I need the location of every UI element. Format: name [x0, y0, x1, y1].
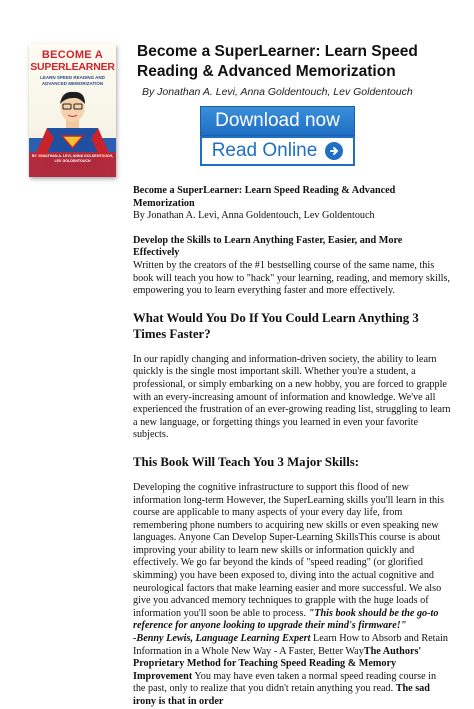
section-heading-1: What Would You Do If You Could Learn Anything 3 Times Faster? [133, 310, 419, 341]
cover-authors: BY JONATHAN A. LEVI, ANNA GOLDENTOUCH, LEV GOLDENTOUCH [31, 154, 114, 163]
book-header [0, 0, 474, 180]
download-now-button[interactable] [200, 106, 355, 136]
paragraph-3a: Learn How to Absorb and Retain Information in a Whole New Way - A Faster, Better Way [133, 633, 448, 657]
book-description [133, 185, 451, 709]
content-title: Become a SuperLearner: Learn Speed Reading & Advanced Memorization [133, 185, 396, 209]
paragraph-2-text: Developing the cognitive infrastructure to support this flood of new information long-term However, the SuperLearning skills you'll learn in this course are applicable to many aspects of your every day life, from remembering phone numbers to acquiring new skills or even speaking new languages. Anyone Can Develop Super-Learning SkillsThis course is about improving your ability to learn new skills or information quickly and effectively. We go far beyond the kinds of "speed reading" (or glorified skimming) you have been exposed to, diving into the actual cognitive and neurological factors that make learning easier and more successful. We also give you advanced memory techniques to grapple with the huge loads of information you'll soon be able to process. [133, 481, 444, 619]
paragraph-3c: You may have even taken a normal speed reading course in the past, only to realize that you didn't retain anything you read. [133, 670, 437, 695]
paragraph-3 [133, 633, 451, 709]
superhero-illustration [29, 88, 116, 177]
quote-text: "This book should be the go-to reference for anyone looking to upgrade their mind's firmware!" [133, 607, 439, 632]
download-now-label: Download now [215, 110, 340, 131]
quote-author: -Benny Lewis, Language Learning Expert [133, 633, 311, 645]
read-online-label: Read Online [211, 140, 318, 161]
intro-text: Written by the creators of the #1 bestselling course of the same name, this book will teach you how to "hack" your learning, reading, and memory skills, empowering you to learn everything faster and more effectively. [133, 259, 450, 297]
arrow-right-icon [325, 142, 343, 160]
paragraph-3d: The sad irony is that in order [133, 683, 430, 707]
cover-title-line1: BECOME A [41, 49, 104, 61]
paragraph-2 [133, 482, 451, 633]
book-cover[interactable] [29, 44, 116, 177]
paragraph-3b: The Authors' Proprietary Method for Teaching Speed Reading & Memory Improvement [133, 645, 422, 682]
book-author: By Jonathan A. Levi, Anna Goldentouch, Lev Goldentouch [142, 86, 413, 98]
page-title: Become a SuperLearner: Learn Speed Reading & Advanced Memorization [137, 43, 418, 80]
intro-heading: Develop the Skills to Learn Anything Faster, Easier, and More Effectively [133, 234, 403, 259]
paragraph-1: In our rapidly changing and information-driven society, the ability to learn quickly is the single most important skill. Whether you're a student, a professional, or simply embarking on a new hobby, you are forced to grapple with an every-increasing amount of information and knowledge. We've all experienced the frustration of an ever-growing reading list, struggling to learn a new language, or forgetting things you learned in even your favorite subjects. [133, 353, 451, 441]
read-online-button[interactable] [200, 136, 355, 166]
cover-subtitle: LEARN SPEED READING AND ADVANCED MEMORIZATION [40, 75, 105, 86]
section-heading-2: This Book Will Teach You 3 Major Skills: [133, 454, 360, 469]
content-author: By Jonathan A. Levi, Anna Goldentouch, Lev Goldentouch [133, 210, 375, 222]
cover-title-line2: SUPERLEARNER [30, 61, 115, 73]
